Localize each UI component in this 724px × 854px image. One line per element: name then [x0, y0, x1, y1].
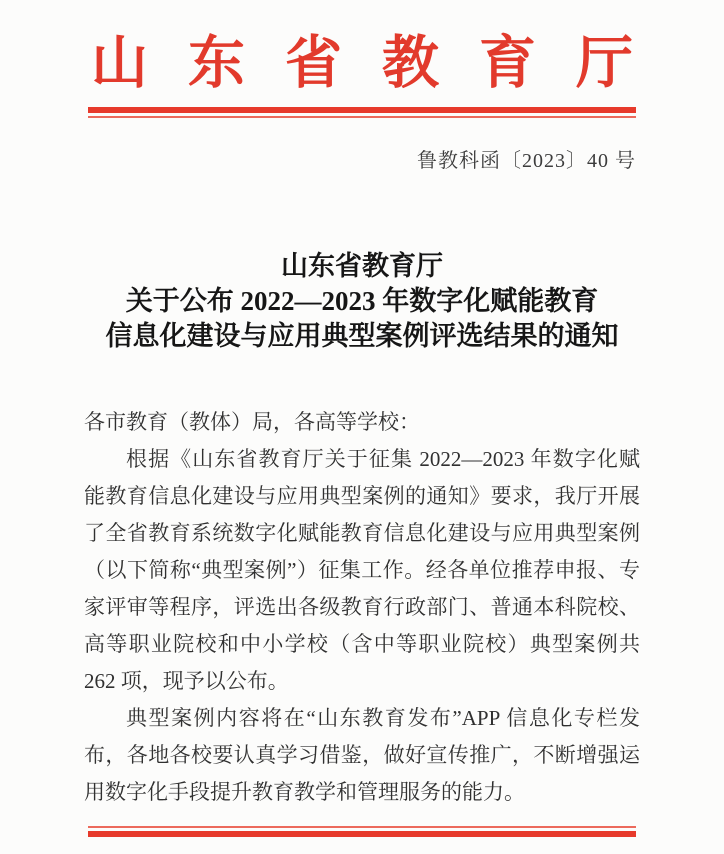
notice-title-line1: 山东省教育厅: [281, 251, 443, 281]
notice-title-line2: 关于公布 2022—2023 年数字化赋能教育: [125, 286, 599, 316]
header-rule-thick-line: [88, 107, 636, 113]
notice-title: [0, 249, 724, 354]
body-paragraph-2: 典型案例内容将在“山东教育发布”APP 信息化专栏发布，各地各校要认真学习借鉴，做好宣传推广，不断增强运用数字化手段提升教育教学和管理服务的能力。: [84, 706, 640, 804]
footer-rule-thin-line: [88, 826, 636, 828]
header-double-rule: [88, 107, 636, 118]
footer-rule-thick-line: [88, 831, 636, 837]
letterhead-org-name: 山东省教育厅: [91, 32, 673, 95]
body-paragraph-1: 根据《山东省教育厅关于征集 2022—2023 年数字化赋能教育信息化建设与应用典型案例的通知》要求，我厅开展了全省教育系统数字化赋能教育信息化建设与应用典型案例（以下简称“典型案例”）征集工作。经各单位推荐申报、专家评审等程序，评选出各级教育行政部门、普通本科院校、高等职业院校和中小学校（含中等职业院校）典型案例共 262 项，现予以公布。: [84, 447, 640, 693]
footer-double-rule: [88, 826, 636, 837]
notice-body: [84, 404, 640, 811]
document-number: 鲁教科函〔2023〕40 号: [417, 150, 636, 172]
salutation: 各市教育（教体）局，各高等学校：: [84, 410, 420, 434]
header-rule-thin-line: [88, 116, 636, 118]
notice-title-line3: 信息化建设与应用典型案例评选结果的通知: [105, 321, 619, 351]
